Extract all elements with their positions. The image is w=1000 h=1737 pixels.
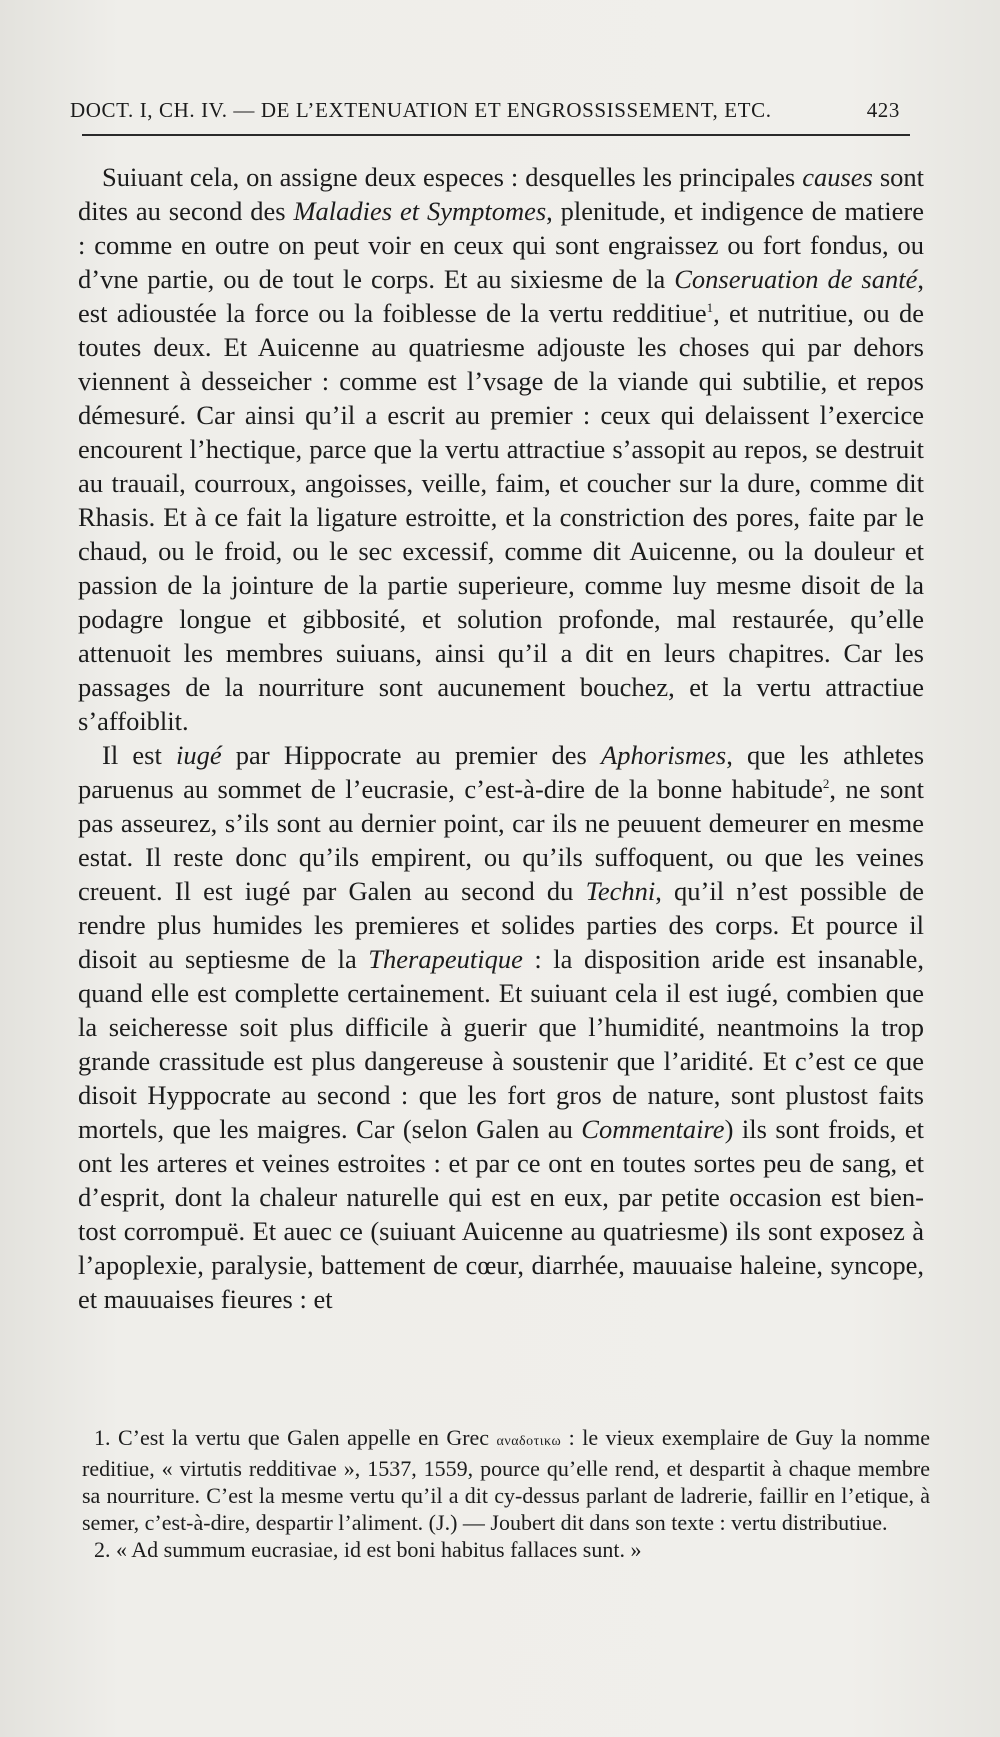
italic-term: causes — [802, 162, 873, 192]
text-run: 1. C’est la vertu que Galen appelle en Grec — [94, 1425, 497, 1450]
text-run: , que les athletes paruenus au sommet de l’eucrasie, c’est-à-dire de la bonne habitude — [78, 740, 925, 804]
header-rule — [82, 134, 910, 136]
italic-title: Aphorismes — [601, 740, 727, 770]
paragraph-1 — [78, 160, 924, 738]
italic-title: Techni — [585, 876, 656, 906]
text-run: ) ils sont froids, et ont les arteres et veines estroites : et par ce ont en toutes sortes peu de sang, et d’esprit, dont la chaleur naturelle qui est en eux, par petite occasion est bien-tost corrompuë. Et auec ce (suiuant Auicenne au quatriesme) ils sont exposez à l’apoplexie, paralysie, battement de cœur, diarrhée, mauuaise haleine, syncope, et mauuaises fieures : et — [78, 1114, 924, 1314]
footnote-ref-2: 2 — [822, 776, 830, 792]
text-run: Il est — [102, 740, 176, 770]
running-title: DOCT. I, CH. IV. — DE L’EXTENUATION ET ENGROSSISSEMENT, ETC. — [70, 98, 772, 122]
italic-title: Therapeutique — [368, 944, 523, 974]
italic-title: Commentaire — [581, 1114, 725, 1144]
text-run: : le vieux exemplaire de Guy la nomme reditiue, « virtutis redditivae », 1537, 1559, pource qu’elle rend, et despartit à chaque membre sa nourriture. C’est la mesme vertu qu’il a dit cy-dessus parlant de ladrerie, faillir en l’etique, à semer, c’est-à-dire, despartir l’aliment. (J.) — Joubert dit dans son texte : vertu distributiue. — [82, 1425, 930, 1535]
text-run: par Hippocrate au premier des — [221, 740, 602, 770]
italic-title: Conseruation de santé — [674, 264, 918, 294]
text-run: , ne sont pas asseurez, s’ils sont au dernier point, car ils ne peuuent demeurer en mesme estat. Il reste donc qu’ils empirent, ou qu’ils suffoquent, ou que les veines creuent. Il est iugé par Galen au second du — [78, 774, 924, 906]
text-run: Suiuant cela, on assigne deux especes : desquelles les principales — [102, 162, 803, 192]
text-run: , qu’il n’est possible de rendre plus humides les premieres et solides parties des corps. Et pource il disoit au septiesme de la — [78, 876, 924, 974]
footnote-1 — [82, 1424, 930, 1536]
footnote-2: 2. « Ad summum eucrasiae, id est boni habitus fallaces sunt. » — [94, 1537, 642, 1562]
greek-term: αναδοτικω — [496, 1434, 562, 1449]
footnotes — [82, 1424, 930, 1563]
footnote-ref-1: 1 — [706, 300, 714, 316]
paragraph-2 — [78, 738, 924, 1316]
text-run: sont dites au second des — [78, 162, 924, 226]
page-number: 423 — [866, 98, 900, 122]
running-header — [70, 98, 900, 123]
text-run: , plenitude, et indigence de matiere : comme en outre on peut voir en ceux qui sont engraissez ou fort fondus, ou d’vne partie, ou de tout le corps. Et au sixiesme de la — [78, 196, 924, 294]
main-text — [78, 160, 924, 1316]
text-run: : la disposition aride est insanable, quand elle est complette certainement. Et suiuant cela il est iugé, combien que la seicheresse soit plus difficile à guerir que l’humidité, neantmoins la trop grande crassitude est plus dangereuse à soustenir que l’aridité. Et c’est ce que disoit Hyppocrate au second : que les fort gros de nature, sont plustost faits mortels, que les maigres. Car (selon Galen au — [78, 944, 924, 1144]
text-run: , est adioustée la force ou la foiblesse de la vertu redditiue — [78, 264, 924, 328]
italic-title: Maladies et Symptomes — [293, 196, 547, 226]
italic-term: iugé — [176, 740, 222, 770]
text-run: , et nutritiue, ou de toutes deux. Et Auicenne au quatriesme adjouste les choses qui par dehors viennent à desseicher : comme est l’vsage de la viande qui subtilie, et repos démesuré. Car ainsi qu’il a escrit au premier : ceux qui delaissent l’exercice encourent l’hectique, parce que la vertu attractiue s’assopit au repos, se destruit au trauail, courroux, angoisses, veille, faim, et coucher sur la dure, comme dit Rhasis. Et à ce fait la ligature estroitte, et la constriction des pores, faite par le chaud, ou le froid, ou le sec excessif, comme dit Auicenne, ou la douleur et passion de la jointure de la partie superieure, comme luy mesme disoit de la podagre longue et gibbosité, et solution profonde, mal restaurée, qu’elle attenuoit les membres suiuans, ainsi qu’il a dit en leurs chapitres. Car les passages de la nourriture sont aucunement bouchez, et la vertu attractiue s’affoiblit. — [78, 298, 924, 736]
